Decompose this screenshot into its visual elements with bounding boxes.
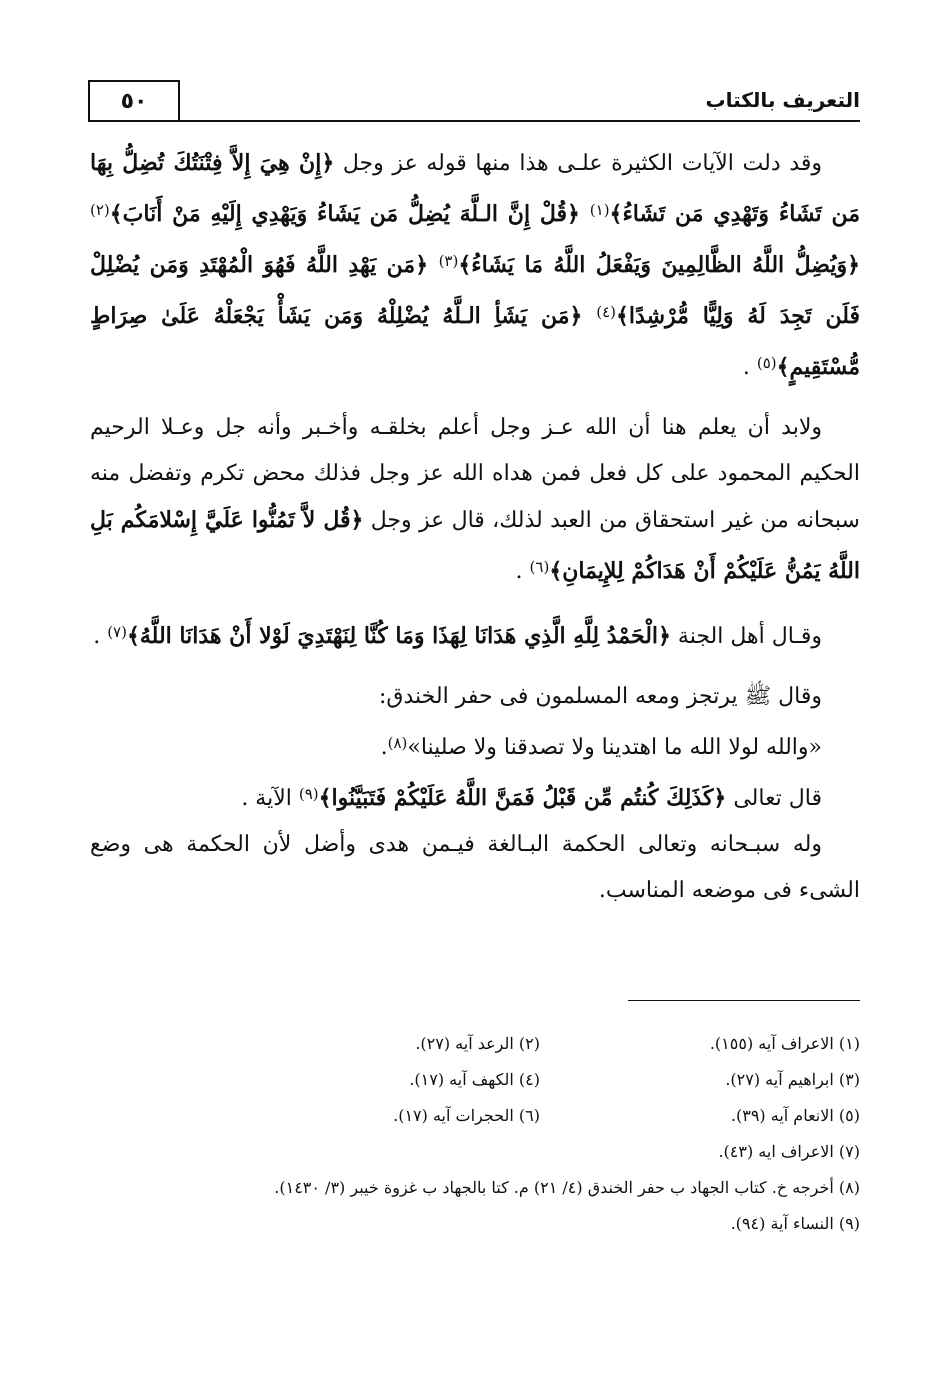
- verse-line: [90, 771, 860, 822]
- footnotes: [100, 1026, 860, 1242]
- paragraph-end: .: [515, 559, 530, 584]
- footnote-6: (٦) الحجرات آيه (١٧).: [393, 1106, 540, 1125]
- quran-verse: ﴿كَذَلِكَ كُنتُم مِّن قَبْلُ فَمَنَّ اللَّهُ عَلَيْكُمْ فَتَبَيَّنُوا﴾: [318, 785, 727, 811]
- paragraph-2: [90, 405, 860, 595]
- paragraph-text: وله سبـحانه وتعالى الحكمة البـالغة فيـمن هدى وأضل لأن الحكمة هى وضع الشىء فى موضعه المناسب.: [90, 832, 860, 903]
- quran-verse: ﴿قُل لاَّ تَمُنُّوا عَلَيَّ إِسْلامَكُم بَلِ اللَّهُ يَمُنُّ عَلَيْكُمْ أَنْ هَدَاكُمْ لِلإِيمَانِ﴾: [90, 507, 860, 584]
- paragraph-3: [90, 609, 860, 660]
- footnote-5: (٥) الانعام آيه (٣٩).: [730, 1106, 860, 1125]
- footnote-ref[interactable]: (٢): [90, 201, 110, 219]
- paragraph-text: وقد دلت الآيات الكثيرة علـى هذا منها قوله عز وجل: [334, 151, 823, 176]
- quran-verse: ﴿قُلْ إِنَّ الـلَّهَ يُضِلُّ مَن يَشَاءُ وَيَهْدِي إِلَيْهِ مَنْ أَنَابَ﴾: [109, 201, 590, 227]
- footnote-row: [100, 1098, 860, 1134]
- footnote-ref[interactable]: (٥): [756, 354, 777, 372]
- page-number: ٥٠: [88, 80, 180, 120]
- quran-verse: ﴿الْحَمْدُ لِلَّهِ الَّذِي هَدَانَا لِهَذَا وَمَا كُنَّا لِنَهْتَدِيَ لَوْلا أَنْ هَدَانَا اللَّهُ﴾: [126, 623, 671, 649]
- quran-verse: ﴿وَيُضِلُّ اللَّهُ الظَّالِمِينَ وَيَفْعَلُ اللَّهُ مَا يَشَاءُ﴾: [458, 252, 860, 278]
- paragraph-5: [90, 822, 860, 914]
- hadith-intro-line: [90, 674, 860, 720]
- page-header: [88, 80, 860, 124]
- paragraph-end: .: [93, 624, 108, 649]
- footnote-ref[interactable]: (٩): [298, 785, 319, 803]
- paragraph-end: .: [380, 735, 388, 760]
- footnote-separator: [628, 1000, 860, 1001]
- header-rule: [88, 120, 860, 122]
- paragraph-end: الآية .: [241, 786, 299, 811]
- quran-verse: ﴿مَن يَشَأِ الـلَّهُ يُضْلِلْهُ وَمَن يَشَأْ يَجْعَلْهُ عَلَىٰ صِرَاطٍ مُّسْتَقِيمٍ﴾: [90, 303, 860, 380]
- running-title: التعريف بالكتاب: [705, 88, 860, 112]
- footnote-ref[interactable]: (٨): [387, 734, 408, 752]
- footnote-ref[interactable]: (٦): [529, 558, 550, 576]
- paragraph-1: [90, 140, 860, 391]
- footnote-7: (٧) الاعراف ايه (٤٣).: [718, 1142, 860, 1161]
- paragraph-end: .: [742, 355, 757, 380]
- footnote-4: (٤) الكهف آيه (١٧).: [409, 1070, 540, 1089]
- footnote-ref[interactable]: (٣): [438, 252, 459, 270]
- footnote-ref[interactable]: (١): [589, 201, 610, 219]
- footnote-9: (٩) النساء آية (٩٤).: [730, 1214, 860, 1233]
- hadith-quote: «والله لولا الله ما اهتدينا ولا تصدقنا ولا صلينا»: [407, 735, 822, 760]
- footnote-ref[interactable]: (٤): [596, 303, 617, 321]
- paragraph-text: وقـال أهل الجنة: [670, 624, 822, 649]
- quran-verse: ﴿مَن يَهْدِ اللَّهُ فَهُوَ الْمُهْتَدِ وَمَن يُضْلِلْ فَلَن تَجِدَ لَهُ وَلِيًّا مُّرْشِدًا﴾: [90, 252, 860, 329]
- paragraph-text: ولابد أن يعلم هنا أن الله عـز وجل أعلم بخلقـه وأخـبر وأنه جل وعـلا الرحيم الحكيم المحمود على كل فعل فمن هداه الله عز وجل فذلك محض تكرم وتفضل منه سبحانه من غير استحقاق من العبد لذلك، قال عز وجل: [90, 415, 860, 533]
- footnote-row: [100, 1026, 860, 1062]
- footnote-3: (٣) ابراهيم آيه (٢٧).: [725, 1070, 860, 1089]
- footnote-ref[interactable]: (٧): [107, 623, 127, 641]
- footnote-8: (٨) أخرجه خ. كتاب الجهاد ب حفر الخندق (٤/ ٢١) م. كتا بالجهاد ب غزوة خيبر (٣/ ١٤٣٠).: [274, 1178, 860, 1197]
- footnote-2: (٢) الرعد آيه (٢٧).: [415, 1034, 540, 1053]
- paragraph-text: وقال ﷺ يرتجز ومعه المسلمون فى حفر الخندق:: [379, 684, 822, 709]
- hadith-quote-line: [90, 720, 860, 771]
- footnote-1: (١) الاعراف آيه (١٥٥).: [709, 1034, 860, 1053]
- footnote-row: [100, 1062, 860, 1098]
- quran-verse: ﴿إِنْ هِيَ إِلاَّ فِتْنَتُكَ تُضِلُّ بِهَا مَن تَشَاءُ وَتَهْدِي مَن تَشَاءُ﴾: [90, 150, 861, 227]
- main-text: [90, 140, 860, 928]
- paragraph-text: قال تعالى: [726, 786, 822, 811]
